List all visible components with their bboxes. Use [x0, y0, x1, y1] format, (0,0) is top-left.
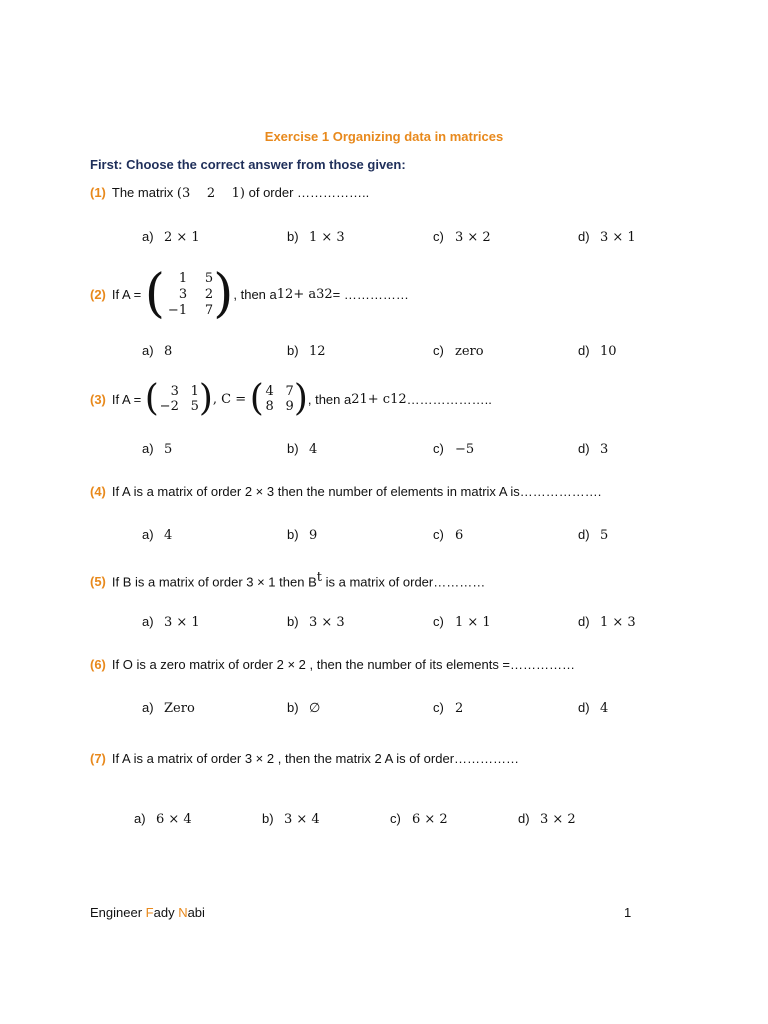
option-d[interactable]: d) 3 × 1	[578, 229, 636, 245]
option-c[interactable]: c) 3 × 2	[433, 229, 491, 245]
question-text: If A =	[111, 391, 142, 407]
question-text: If A =	[111, 286, 142, 302]
option-b[interactable]: b) ∅	[287, 700, 321, 716]
option-c[interactable]: c) zero	[433, 343, 484, 359]
option-a[interactable]: a) 4	[142, 527, 173, 543]
question-number: (4)	[90, 484, 106, 499]
question-text: If O is a zero matrix of order 2 × 2 , then the number of its elements =……………	[111, 657, 576, 672]
page-number: 1	[624, 905, 632, 920]
question-1	[90, 185, 369, 201]
question-number: (1)	[90, 185, 106, 200]
question-number: (7)	[90, 751, 106, 766]
page-title: Exercise 1 Organizing data in matrices	[264, 129, 504, 144]
question-number: (5)	[90, 574, 106, 590]
question-6	[90, 657, 575, 672]
row-matrix: (3 2 1)	[176, 186, 245, 201]
option-c[interactable]: c) 6	[433, 527, 464, 543]
question-2: (2) If A = ( 1 5 3 2 −1 7 ) , then a 12 + a 32 = ……………	[90, 264, 409, 324]
matrix-c: ( 4 7 8 9 )	[249, 378, 308, 419]
option-a[interactable]: a) 5	[142, 441, 173, 457]
option-b[interactable]: b) 1 × 3	[287, 229, 345, 245]
matrix-a: ( 1 5 3 2 −1 7 )	[144, 264, 234, 324]
matrix-a: ( 3 1 −2 5 )	[144, 378, 213, 419]
question-text: If A is a matrix of order 2 × 3 then the number of elements in matrix A is……………….	[111, 484, 602, 499]
option-c[interactable]: c) 1 × 1	[433, 614, 491, 630]
option-d[interactable]: d) 1 × 3	[578, 614, 636, 630]
option-b[interactable]: b) 4	[287, 441, 318, 457]
option-a[interactable]: a) 3 × 1	[142, 614, 200, 630]
question-3: (3) If A = ( 3 1 −2 5 ) , C = ( 4 7 8 9 ) , then a 21 + c 12 ………………..	[90, 378, 492, 419]
option-d[interactable]: d) 4	[578, 700, 609, 716]
option-a[interactable]: a) Zero	[142, 700, 195, 716]
option-b[interactable]: b) 9	[287, 527, 318, 543]
option-d[interactable]: d) 3 × 2	[518, 811, 576, 827]
question-5: (5) If B is a matrix of order 3 × 1 then $B^t$ is a matrix of order…………	[90, 570, 486, 590]
question-text: If A is a matrix of order 3 × 2 , then the matrix 2 A is of order……………	[111, 751, 520, 766]
option-c[interactable]: c) 6 × 2	[390, 811, 448, 827]
question-number: (3)	[90, 391, 106, 407]
question-number: (2)	[90, 286, 106, 302]
option-b[interactable]: b) 3 × 3	[287, 614, 345, 630]
question-4	[90, 484, 601, 499]
option-d[interactable]: d) 3	[578, 441, 609, 457]
question-number: (6)	[90, 657, 106, 672]
question-text: If B is a matrix of order 3 × 1 then B	[111, 574, 317, 590]
option-b[interactable]: b) 3 × 4	[262, 811, 320, 827]
option-a[interactable]: a) 2 × 1	[142, 229, 200, 245]
option-d[interactable]: d) 5	[578, 527, 609, 543]
option-a[interactable]: a) 6 × 4	[134, 811, 192, 827]
footer-author: Engineer Fady Nabi	[90, 905, 205, 920]
option-c[interactable]: c) −5	[433, 441, 475, 457]
instruction-heading: First: Choose the correct answer from those given:	[90, 157, 406, 172]
option-d[interactable]: d) 10	[578, 343, 617, 359]
option-c[interactable]: c) 2	[433, 700, 464, 716]
option-b[interactable]: b) 12	[287, 343, 326, 359]
question-7	[90, 751, 519, 766]
question-text: The matrix	[111, 185, 174, 200]
question-text-end: of order ……………..	[248, 185, 370, 200]
option-a[interactable]: a) 8	[142, 343, 173, 359]
